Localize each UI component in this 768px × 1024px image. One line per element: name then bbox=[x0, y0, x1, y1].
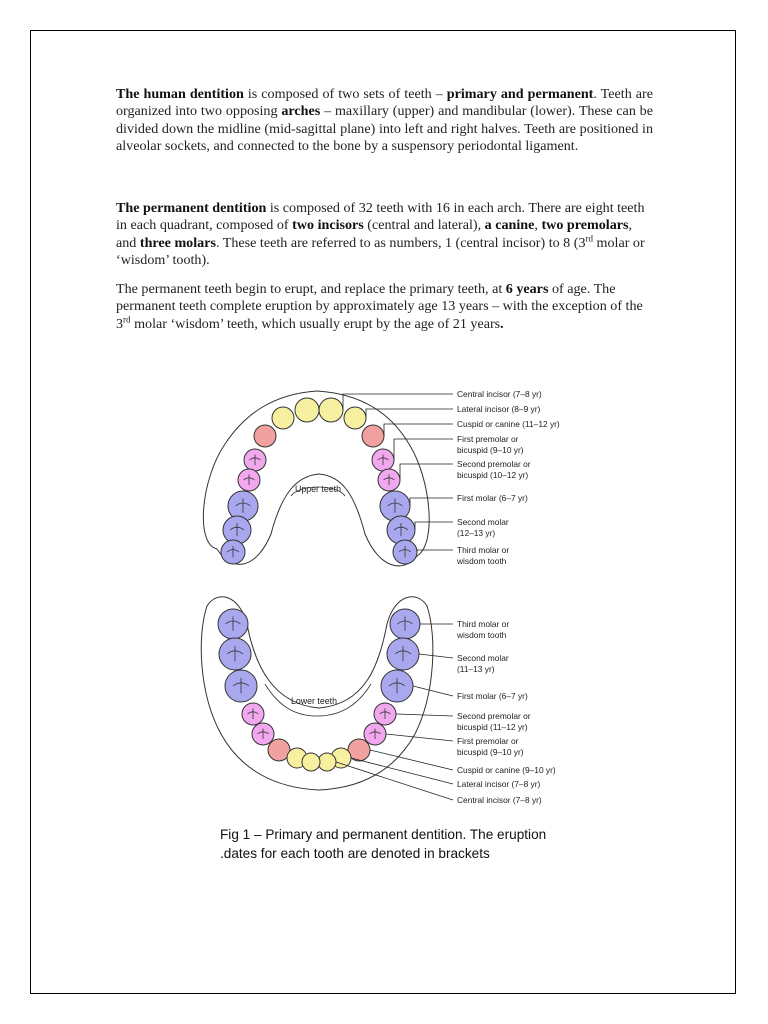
upper-leader-4 bbox=[394, 439, 453, 460]
upper-label-7: Second molar (12–13 yr) bbox=[457, 517, 509, 538]
caption-line-2: .dates for each tooth are denoted in brackets bbox=[220, 845, 490, 861]
paragraph-dentition-intro: The human dentition is composed of two sets of teeth – primary and permanent. Teeth are organized into two opposing arches – maxillary (upper) and mandibular (lower). These can be divided down the midline (mid-sagittal plane) into left and right halves. Teeth are positioned in alveolar sockets, and connected to the bone by a suspensory periodontal ligament. bbox=[116, 86, 653, 155]
upper-right-tooth-2 bbox=[344, 407, 366, 429]
upper-left-tooth-7 bbox=[223, 516, 251, 544]
upper-label-6: First molar (6–7 yr) bbox=[457, 493, 528, 503]
dentition-diagram bbox=[195, 384, 595, 814]
upper-arch-teeth bbox=[221, 398, 417, 564]
upper-left-tooth-1 bbox=[295, 398, 319, 422]
lower-right-tooth-8 bbox=[390, 609, 420, 639]
lower-label-1: Third molar or wisdom tooth bbox=[457, 619, 510, 640]
upper-leader-3 bbox=[384, 424, 453, 436]
lower-leader-3 bbox=[413, 686, 453, 696]
upper-label-2: Lateral incisor (8–9 yr) bbox=[457, 404, 541, 414]
upper-leader-5 bbox=[400, 464, 453, 480]
lower-leader-6 bbox=[370, 750, 453, 770]
lower-label-3: First molar (6–7 yr) bbox=[457, 691, 528, 701]
upper-right-tooth-4 bbox=[372, 449, 394, 471]
lower-right-tooth-1 bbox=[318, 753, 336, 771]
lower-arch-label: Lower teeth bbox=[291, 696, 337, 706]
lower-left-tooth-1 bbox=[302, 753, 320, 771]
lower-arch-teeth bbox=[218, 609, 420, 771]
lower-left-tooth-8 bbox=[218, 609, 248, 639]
lower-label-4: Second premolar or bicuspid (11–12 yr) bbox=[457, 711, 531, 732]
lower-label-2: Second molar (11–13 yr) bbox=[457, 653, 509, 674]
lower-right-tooth-5 bbox=[374, 703, 396, 725]
upper-right-tooth-1 bbox=[319, 398, 343, 422]
upper-arch-label: Upper teeth bbox=[295, 484, 341, 494]
upper-label-4: First premolar or bicuspid (9–10 yr) bbox=[457, 434, 524, 455]
lower-right-tooth-6 bbox=[381, 670, 413, 702]
lower-right-tooth-7 bbox=[387, 638, 419, 670]
lower-leader-2 bbox=[419, 654, 453, 658]
upper-label-1: Central incisor (7–8 yr) bbox=[457, 389, 542, 399]
lower-label-6: Cuspid or canine (9–10 yr) bbox=[457, 765, 556, 775]
lower-label-8: Central incisor (7–8 yr) bbox=[457, 795, 542, 805]
upper-label-3: Cuspid or canine (11–12 yr) bbox=[457, 419, 560, 429]
tooth-labels bbox=[456, 389, 560, 805]
upper-right-tooth-7 bbox=[387, 516, 415, 544]
upper-leader-6 bbox=[410, 498, 453, 506]
upper-label-5: Second premolar or bicuspid (10–12 yr) bbox=[457, 459, 531, 480]
label-leader-lines bbox=[336, 394, 453, 800]
upper-left-tooth-2 bbox=[272, 407, 294, 429]
lower-leader-8 bbox=[336, 762, 453, 800]
lower-label-7: Lateral incisor (7–8 yr) bbox=[457, 779, 541, 789]
paragraph-eruption: The permanent teeth begin to erupt, and replace the primary teeth, at 6 years of age. The permanent teeth complete eruption by approximately age 13 years – with the exception of the 3rd molar ‘wisdom’ teeth, which usually erupt by the age of 21 years. bbox=[116, 281, 643, 332]
lower-left-tooth-5 bbox=[242, 703, 264, 725]
upper-right-tooth-8 bbox=[393, 540, 417, 564]
upper-leader-7 bbox=[415, 522, 453, 530]
upper-right-tooth-5 bbox=[378, 469, 400, 491]
lower-left-tooth-6 bbox=[225, 670, 257, 702]
upper-left-tooth-4 bbox=[244, 449, 266, 471]
lower-left-tooth-4 bbox=[252, 723, 274, 745]
upper-left-tooth-3 bbox=[254, 425, 276, 447]
lower-right-tooth-4 bbox=[364, 723, 386, 745]
caption-line-1: Fig 1 – Primary and permanent dentition. The eruption bbox=[220, 827, 547, 842]
lower-left-tooth-7 bbox=[219, 638, 251, 670]
upper-right-tooth-3 bbox=[362, 425, 384, 447]
upper-left-tooth-8 bbox=[221, 540, 245, 564]
figure-caption bbox=[220, 826, 550, 863]
upper-leader-2 bbox=[366, 409, 453, 418]
lower-label-5: First premolar or bicuspid (9–10 yr) bbox=[457, 736, 524, 757]
upper-left-tooth-5 bbox=[238, 469, 260, 491]
lower-leader-4 bbox=[396, 714, 453, 716]
lower-leader-5 bbox=[386, 734, 453, 741]
paragraph-permanent-dentition: The permanent dentition is composed of 32 teeth with 16 in each arch. There are eight teeth in each quadrant, composed of two incisors (central and lateral), a canine, two premolars, and three molars. These teeth are referred to as numbers, 1 (central incisor) to 8 (3rd molar or ‘wisdom’ tooth). bbox=[116, 200, 645, 269]
upper-label-8: Third molar or wisdom tooth bbox=[457, 545, 510, 566]
